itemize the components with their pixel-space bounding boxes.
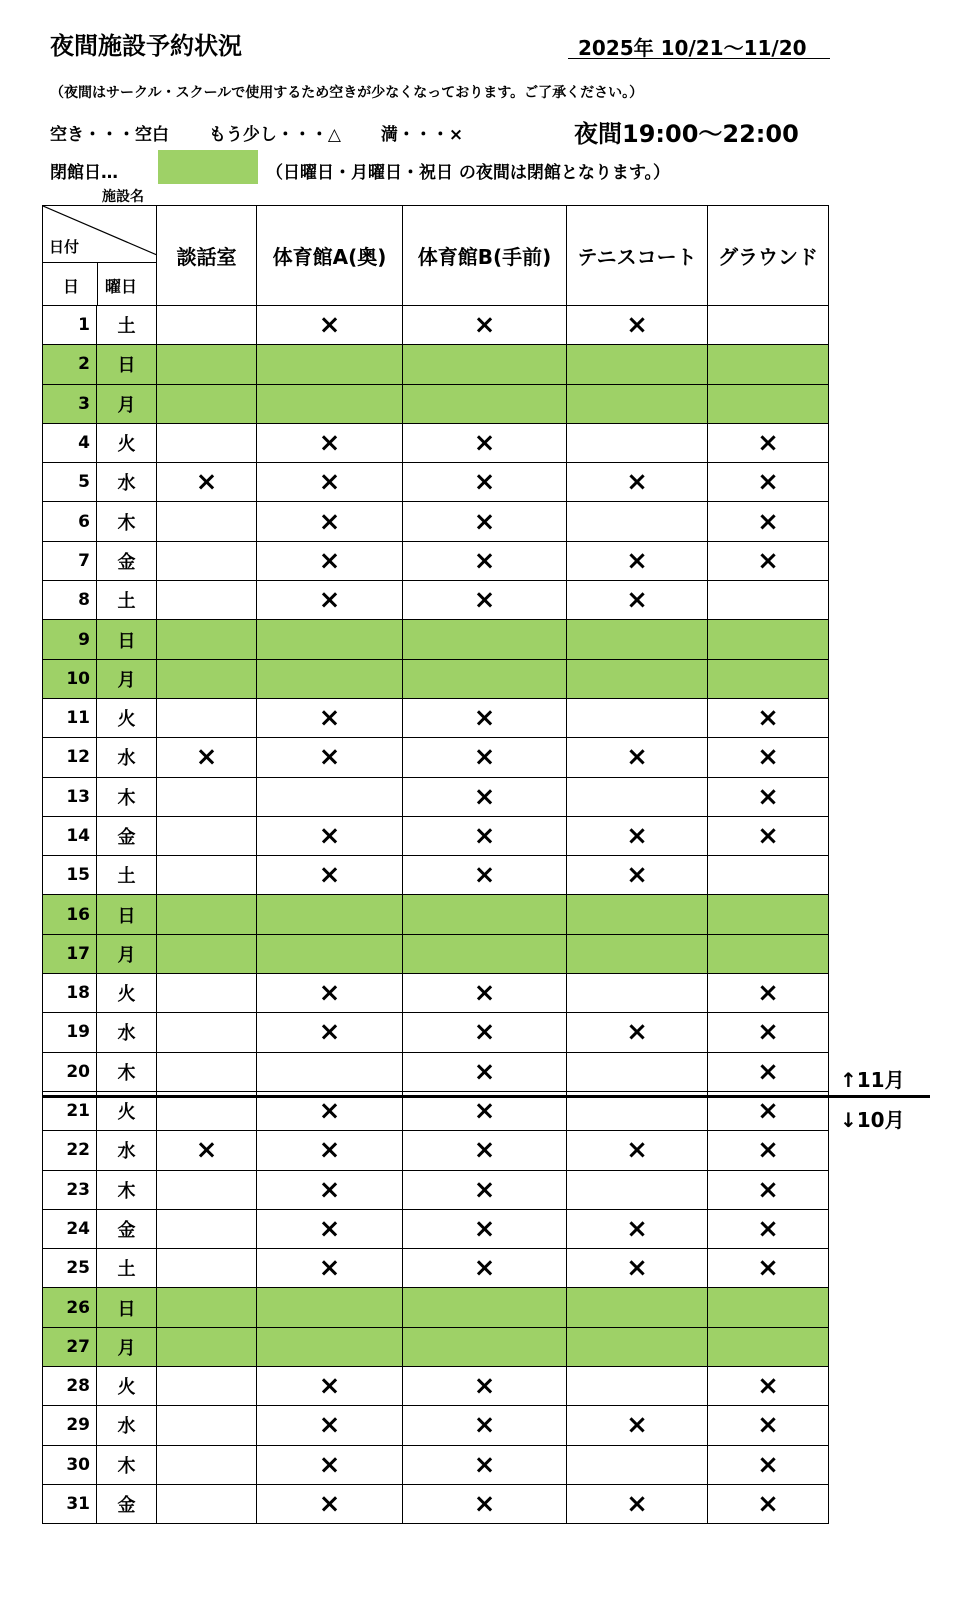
table-row bbox=[43, 659, 829, 698]
availability-cell: × bbox=[708, 423, 829, 462]
availability-cell: × bbox=[257, 698, 403, 737]
weekday-cell: 木 bbox=[97, 502, 157, 541]
availability-cell: × bbox=[403, 581, 567, 620]
day-cell: 2 bbox=[43, 345, 97, 384]
availability-cell: × bbox=[708, 463, 829, 502]
availability-cell: × bbox=[403, 1131, 567, 1170]
weekday-cell: 金 bbox=[97, 1484, 157, 1523]
availability-cell bbox=[708, 306, 829, 345]
day-cell: 13 bbox=[43, 777, 97, 816]
availability-cell bbox=[567, 423, 708, 462]
weekday-cell: 水 bbox=[97, 738, 157, 777]
availability-cell bbox=[157, 974, 257, 1013]
legend-full: 満・・・× bbox=[380, 125, 464, 145]
availability-cell: × bbox=[708, 1170, 829, 1209]
availability-cell: × bbox=[403, 1013, 567, 1052]
weekday-cell: 日 bbox=[97, 895, 157, 934]
availability-cell bbox=[157, 1406, 257, 1445]
availability-cell bbox=[157, 1013, 257, 1052]
table-row bbox=[43, 1327, 829, 1366]
availability-cell: × bbox=[403, 1406, 567, 1445]
availability-cell bbox=[257, 1327, 403, 1366]
table-row bbox=[43, 1484, 829, 1523]
table-row bbox=[43, 463, 829, 502]
weekday-cell: 火 bbox=[97, 423, 157, 462]
availability-cell bbox=[567, 345, 708, 384]
availability-cell bbox=[157, 816, 257, 855]
day-cell: 27 bbox=[43, 1327, 97, 1366]
availability-cell: × bbox=[708, 1367, 829, 1406]
table-row bbox=[43, 423, 829, 462]
availability-cell bbox=[157, 502, 257, 541]
availability-cell: × bbox=[257, 816, 403, 855]
availability-cell bbox=[708, 895, 829, 934]
october-label: ↓10月 bbox=[840, 1108, 905, 1132]
date-header: 日付 bbox=[49, 238, 80, 256]
reservation-period: 2025年 10/21～11/20 bbox=[578, 36, 807, 60]
weekday-cell: 木 bbox=[97, 1170, 157, 1209]
weekday-cell: 日 bbox=[97, 1288, 157, 1327]
day-cell: 7 bbox=[43, 541, 97, 580]
november-label: ↑11月 bbox=[840, 1068, 905, 1092]
weekday-cell: 土 bbox=[97, 306, 157, 345]
availability-cell bbox=[157, 1367, 257, 1406]
availability-cell bbox=[567, 777, 708, 816]
availability-cell bbox=[403, 1288, 567, 1327]
availability-cell bbox=[567, 698, 708, 737]
availability-cell: × bbox=[257, 1484, 403, 1523]
availability-cell: × bbox=[403, 1170, 567, 1209]
day-cell: 30 bbox=[43, 1445, 97, 1484]
availability-cell: × bbox=[708, 1406, 829, 1445]
availability-cell: × bbox=[257, 306, 403, 345]
day-cell: 25 bbox=[43, 1249, 97, 1288]
availability-cell: × bbox=[708, 1209, 829, 1248]
availability-cell: × bbox=[403, 1249, 567, 1288]
availability-cell: × bbox=[403, 974, 567, 1013]
availability-cell bbox=[157, 306, 257, 345]
day-cell: 15 bbox=[43, 856, 97, 895]
availability-cell bbox=[157, 541, 257, 580]
day-cell: 23 bbox=[43, 1170, 97, 1209]
day-cell: 6 bbox=[43, 502, 97, 541]
table-row bbox=[43, 345, 829, 384]
usage-note: （夜間はサークル・スクールで使用するため空きが少なくなっております。ご了承ください。） bbox=[50, 85, 644, 101]
availability-cell: × bbox=[257, 1406, 403, 1445]
closed-day-label: 閉館日… bbox=[50, 163, 118, 183]
table-row bbox=[43, 738, 829, 777]
facility-header: グラウンド bbox=[708, 206, 829, 306]
availability-cell: × bbox=[257, 1131, 403, 1170]
availability-cell: × bbox=[567, 1209, 708, 1248]
table-row bbox=[43, 698, 829, 737]
availability-cell: × bbox=[567, 738, 708, 777]
availability-cell: × bbox=[403, 463, 567, 502]
availability-cell: × bbox=[403, 1445, 567, 1484]
day-cell: 24 bbox=[43, 1209, 97, 1248]
closed-color-swatch bbox=[158, 150, 258, 184]
facility-header: 体育館A(奥) bbox=[257, 206, 403, 306]
availability-cell bbox=[567, 895, 708, 934]
availability-cell bbox=[257, 1288, 403, 1327]
availability-cell: × bbox=[708, 502, 829, 541]
weekday-cell: 日 bbox=[97, 620, 157, 659]
weekday-cell: 火 bbox=[97, 1367, 157, 1406]
availability-cell bbox=[257, 345, 403, 384]
weekday-header: 曜日 bbox=[105, 277, 138, 296]
table-row bbox=[43, 384, 829, 423]
availability-cell bbox=[567, 1327, 708, 1366]
availability-cell: × bbox=[157, 738, 257, 777]
day-cell: 12 bbox=[43, 738, 97, 777]
availability-cell: × bbox=[403, 738, 567, 777]
table-row bbox=[43, 1445, 829, 1484]
availability-cell: × bbox=[567, 581, 708, 620]
availability-cell: × bbox=[567, 816, 708, 855]
day-cell: 16 bbox=[43, 895, 97, 934]
night-hours: 夜間19:00～22:00 bbox=[574, 120, 799, 148]
availability-cell bbox=[567, 1445, 708, 1484]
availability-cell: × bbox=[708, 974, 829, 1013]
availability-cell: × bbox=[403, 1091, 567, 1130]
weekday-cell: 火 bbox=[97, 1091, 157, 1130]
availability-cell: × bbox=[403, 502, 567, 541]
corner-divider bbox=[43, 262, 156, 263]
availability-cell: × bbox=[403, 1484, 567, 1523]
availability-cell bbox=[157, 581, 257, 620]
availability-cell: × bbox=[257, 423, 403, 462]
availability-cell: × bbox=[567, 1249, 708, 1288]
availability-cell bbox=[257, 620, 403, 659]
table-row bbox=[43, 974, 829, 1013]
availability-cell bbox=[157, 698, 257, 737]
facility-caption: 施設名 bbox=[102, 189, 144, 205]
weekday-cell: 火 bbox=[97, 974, 157, 1013]
availability-cell bbox=[567, 1367, 708, 1406]
availability-cell: × bbox=[403, 1052, 567, 1091]
table-row bbox=[43, 502, 829, 541]
table-row bbox=[43, 1288, 829, 1327]
availability-cell bbox=[157, 1052, 257, 1091]
availability-cell: × bbox=[567, 1013, 708, 1052]
table-row bbox=[43, 1367, 829, 1406]
availability-cell: × bbox=[567, 1406, 708, 1445]
availability-cell bbox=[403, 620, 567, 659]
table-row bbox=[43, 620, 829, 659]
availability-cell: × bbox=[708, 541, 829, 580]
table-row bbox=[43, 856, 829, 895]
weekday-cell: 金 bbox=[97, 1209, 157, 1248]
day-cell: 21 bbox=[43, 1091, 97, 1130]
table-row bbox=[43, 1131, 829, 1170]
availability-cell: × bbox=[257, 581, 403, 620]
day-cell: 5 bbox=[43, 463, 97, 502]
day-cell: 20 bbox=[43, 1052, 97, 1091]
weekday-cell: 火 bbox=[97, 698, 157, 737]
availability-cell bbox=[567, 1052, 708, 1091]
availability-cell bbox=[567, 934, 708, 973]
availability-cell: × bbox=[257, 1249, 403, 1288]
availability-cell: × bbox=[403, 856, 567, 895]
table-row bbox=[43, 1249, 829, 1288]
day-cell: 19 bbox=[43, 1013, 97, 1052]
availability-cell bbox=[257, 777, 403, 816]
availability-cell: × bbox=[157, 1131, 257, 1170]
availability-cell bbox=[567, 659, 708, 698]
availability-cell bbox=[157, 1288, 257, 1327]
availability-cell: × bbox=[257, 856, 403, 895]
availability-cell: × bbox=[257, 1091, 403, 1130]
availability-cell bbox=[567, 1170, 708, 1209]
weekday-cell: 土 bbox=[97, 581, 157, 620]
table-row bbox=[43, 541, 829, 580]
availability-cell: × bbox=[567, 541, 708, 580]
availability-cell bbox=[403, 934, 567, 973]
availability-cell bbox=[708, 659, 829, 698]
availability-cell: × bbox=[403, 1209, 567, 1248]
legend-few-left: もう少し・・・△ bbox=[208, 125, 341, 145]
availability-cell: × bbox=[708, 816, 829, 855]
availability-cell: × bbox=[403, 777, 567, 816]
closed-day-note: （日曜日・月曜日・祝日 の夜間は閉館となります。） bbox=[266, 163, 671, 183]
availability-cell bbox=[157, 895, 257, 934]
availability-cell bbox=[157, 1170, 257, 1209]
facility-header: 体育館B(手前) bbox=[403, 206, 567, 306]
weekday-cell: 月 bbox=[97, 384, 157, 423]
availability-cell bbox=[708, 581, 829, 620]
availability-cell: × bbox=[708, 1091, 829, 1130]
availability-cell bbox=[257, 895, 403, 934]
availability-cell bbox=[708, 934, 829, 973]
day-cell: 18 bbox=[43, 974, 97, 1013]
availability-cell: × bbox=[403, 306, 567, 345]
day-cell: 9 bbox=[43, 620, 97, 659]
day-cell: 4 bbox=[43, 423, 97, 462]
availability-cell: × bbox=[257, 1209, 403, 1248]
availability-cell: × bbox=[567, 1484, 708, 1523]
table-row bbox=[43, 1406, 829, 1445]
availability-cell: × bbox=[403, 541, 567, 580]
availability-cell: × bbox=[708, 698, 829, 737]
availability-cell bbox=[403, 659, 567, 698]
availability-cell bbox=[157, 345, 257, 384]
day-cell: 11 bbox=[43, 698, 97, 737]
availability-cell bbox=[567, 384, 708, 423]
weekday-cell: 水 bbox=[97, 1131, 157, 1170]
availability-cell bbox=[708, 384, 829, 423]
facility-header: テニスコート bbox=[567, 206, 708, 306]
availability-cell bbox=[708, 620, 829, 659]
availability-cell bbox=[157, 620, 257, 659]
weekday-cell: 金 bbox=[97, 541, 157, 580]
availability-cell bbox=[157, 423, 257, 462]
availability-cell bbox=[708, 345, 829, 384]
availability-cell bbox=[708, 1288, 829, 1327]
day-cell: 22 bbox=[43, 1131, 97, 1170]
weekday-cell: 日 bbox=[97, 345, 157, 384]
availability-cell: × bbox=[403, 698, 567, 737]
day-cell: 17 bbox=[43, 934, 97, 973]
availability-cell bbox=[403, 895, 567, 934]
period-underline bbox=[568, 58, 830, 59]
availability-cell bbox=[157, 1209, 257, 1248]
day-cell: 8 bbox=[43, 581, 97, 620]
legend bbox=[50, 120, 497, 145]
month-divider bbox=[42, 1095, 930, 1098]
availability-cell bbox=[403, 384, 567, 423]
day-cell: 26 bbox=[43, 1288, 97, 1327]
availability-cell bbox=[708, 856, 829, 895]
availability-cell: × bbox=[257, 974, 403, 1013]
availability-cell: × bbox=[257, 1367, 403, 1406]
weekday-cell: 木 bbox=[97, 1052, 157, 1091]
availability-cell: × bbox=[567, 1131, 708, 1170]
availability-cell bbox=[157, 384, 257, 423]
weekday-cell: 水 bbox=[97, 1406, 157, 1445]
availability-cell: × bbox=[257, 1445, 403, 1484]
availability-cell: × bbox=[708, 1445, 829, 1484]
availability-cell bbox=[257, 384, 403, 423]
weekday-cell: 月 bbox=[97, 1327, 157, 1366]
table-row bbox=[43, 1052, 829, 1091]
availability-cell: × bbox=[567, 856, 708, 895]
availability-cell bbox=[257, 934, 403, 973]
weekday-cell: 金 bbox=[97, 816, 157, 855]
availability-cell: × bbox=[708, 1131, 829, 1170]
table-row bbox=[43, 895, 829, 934]
availability-cell bbox=[157, 934, 257, 973]
weekday-cell: 月 bbox=[97, 934, 157, 973]
day-cell: 10 bbox=[43, 659, 97, 698]
weekday-cell: 木 bbox=[97, 1445, 157, 1484]
availability-cell: × bbox=[708, 1013, 829, 1052]
availability-cell: × bbox=[257, 502, 403, 541]
corner-header-cell bbox=[43, 206, 157, 306]
facility-header: 談話室 bbox=[157, 206, 257, 306]
table-row bbox=[43, 1170, 829, 1209]
availability-cell: × bbox=[403, 1367, 567, 1406]
page-title: 夜間施設予約状況 bbox=[50, 32, 242, 60]
availability-cell: × bbox=[708, 1484, 829, 1523]
availability-cell bbox=[567, 1288, 708, 1327]
reservation-rows bbox=[43, 306, 829, 1524]
availability-cell bbox=[157, 856, 257, 895]
availability-cell: × bbox=[403, 816, 567, 855]
day-cell: 14 bbox=[43, 816, 97, 855]
availability-cell: × bbox=[157, 463, 257, 502]
availability-cell: × bbox=[708, 777, 829, 816]
availability-cell bbox=[157, 777, 257, 816]
day-cell: 31 bbox=[43, 1484, 97, 1523]
weekday-cell: 水 bbox=[97, 463, 157, 502]
availability-cell bbox=[567, 620, 708, 659]
day-cell: 28 bbox=[43, 1367, 97, 1406]
table-row bbox=[43, 816, 829, 855]
table-row bbox=[43, 581, 829, 620]
table-row bbox=[43, 934, 829, 973]
legend-available: 空き・・・空白 bbox=[50, 125, 169, 145]
weekday-cell: 土 bbox=[97, 1249, 157, 1288]
availability-cell bbox=[257, 659, 403, 698]
availability-cell bbox=[157, 1445, 257, 1484]
availability-cell bbox=[157, 659, 257, 698]
weekday-cell: 水 bbox=[97, 1013, 157, 1052]
availability-cell bbox=[157, 1484, 257, 1523]
day-cell: 1 bbox=[43, 306, 97, 345]
weekday-cell: 土 bbox=[97, 856, 157, 895]
corner-column-divider bbox=[97, 262, 98, 305]
availability-cell: × bbox=[257, 738, 403, 777]
availability-cell: × bbox=[403, 423, 567, 462]
availability-cell bbox=[257, 1052, 403, 1091]
availability-cell: × bbox=[257, 1170, 403, 1209]
availability-cell bbox=[708, 1327, 829, 1366]
availability-cell: × bbox=[257, 1013, 403, 1052]
availability-cell: × bbox=[708, 738, 829, 777]
availability-cell bbox=[157, 1249, 257, 1288]
weekday-cell: 月 bbox=[97, 659, 157, 698]
availability-cell: × bbox=[567, 306, 708, 345]
availability-cell: × bbox=[257, 463, 403, 502]
availability-cell: × bbox=[708, 1052, 829, 1091]
availability-cell bbox=[403, 1327, 567, 1366]
table-row bbox=[43, 1013, 829, 1052]
reservation-table bbox=[42, 205, 829, 1524]
availability-cell: × bbox=[257, 541, 403, 580]
availability-cell bbox=[567, 974, 708, 1013]
table-row bbox=[43, 1209, 829, 1248]
day-cell: 3 bbox=[43, 384, 97, 423]
availability-cell bbox=[157, 1327, 257, 1366]
availability-cell bbox=[403, 345, 567, 384]
day-cell: 29 bbox=[43, 1406, 97, 1445]
availability-cell: × bbox=[567, 463, 708, 502]
table-row bbox=[43, 306, 829, 345]
header-row bbox=[43, 206, 829, 306]
availability-cell bbox=[567, 502, 708, 541]
availability-cell: × bbox=[708, 1249, 829, 1288]
table-row bbox=[43, 777, 829, 816]
day-header: 日 bbox=[63, 277, 80, 296]
weekday-cell: 木 bbox=[97, 777, 157, 816]
